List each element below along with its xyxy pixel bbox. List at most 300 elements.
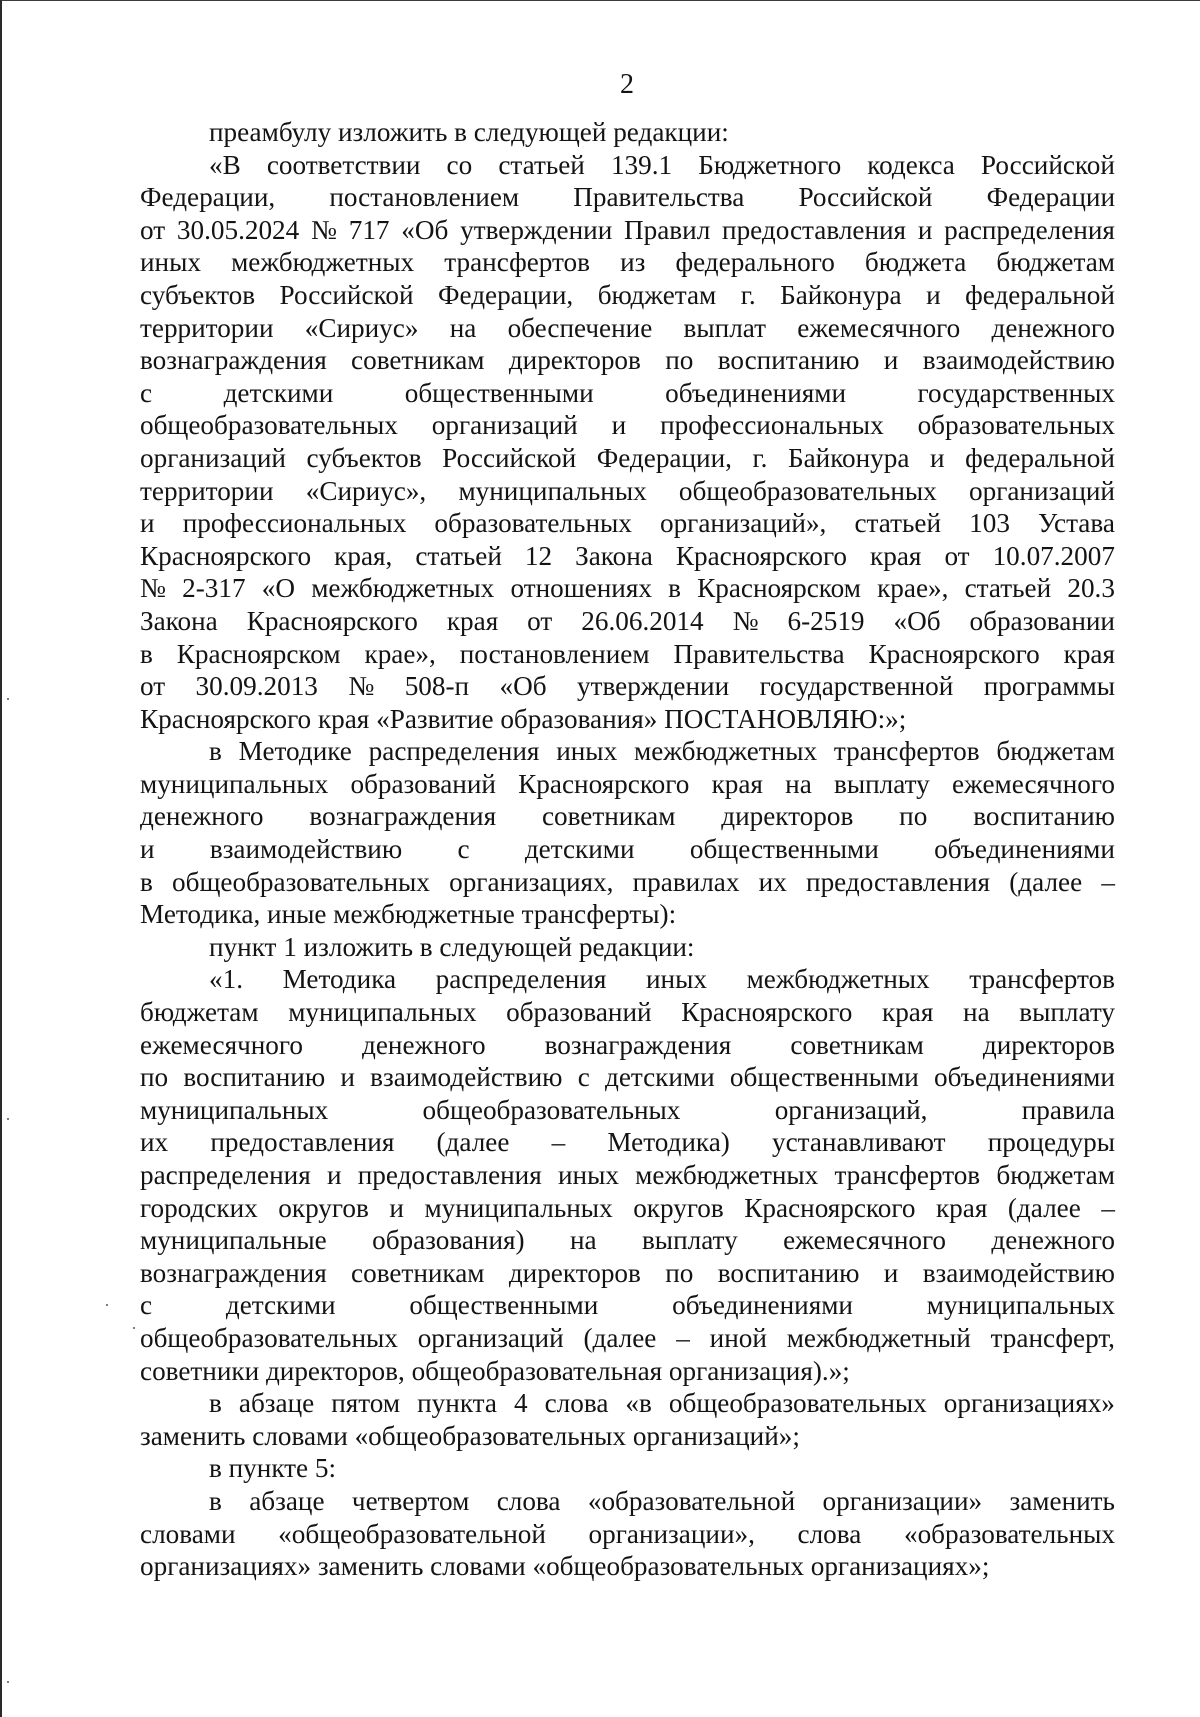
word: «1. (209, 964, 243, 995)
word: Методике (238, 736, 352, 767)
text-line: Красноярского края «Развитие образования» ПОСТАНОВЛЯЮ:»; (140, 703, 907, 734)
word: денежного (140, 801, 264, 832)
word: в (209, 1485, 222, 1516)
word: бюджетам (597, 279, 717, 310)
word: и (926, 279, 941, 310)
word: образований (506, 997, 652, 1028)
word: объединениями (672, 1290, 853, 1321)
text-line (140, 507, 1115, 540)
word: края (711, 768, 763, 799)
word: общественными (404, 377, 594, 408)
word: слова (544, 1388, 609, 1419)
word: выплат (683, 312, 767, 343)
word: ежемесячного (797, 312, 961, 343)
word: обеспечение (507, 312, 653, 343)
word: от (527, 605, 553, 636)
word: края (1063, 638, 1115, 669)
text-line: преамбулу изложить в следующей редакции: (209, 117, 729, 147)
word: (далее (436, 1127, 510, 1158)
word: 508-п (404, 671, 470, 702)
word: по (140, 1062, 169, 1093)
word: федеральной (965, 442, 1115, 473)
word: взаимодействию (922, 345, 1115, 376)
word: детскими (225, 1290, 336, 1321)
word: и (340, 1062, 355, 1093)
text-line (140, 1387, 1115, 1420)
word: ежемесячного (140, 1029, 303, 1060)
word: общеобразовательных (140, 410, 398, 441)
word: отношениях (510, 573, 652, 604)
word: от (140, 671, 166, 702)
word: муниципальных (926, 1290, 1115, 1321)
word: организации» (822, 1485, 983, 1516)
word: и (611, 410, 627, 441)
word: бюджетам (996, 736, 1115, 767)
text-line (140, 1485, 1115, 1518)
word: межбюджетных (635, 1160, 819, 1190)
scan-speck (133, 1327, 135, 1329)
word: федеральной (965, 279, 1115, 310)
word: выплату (834, 768, 930, 799)
word: крае», (364, 638, 436, 669)
word: детскими (604, 1062, 715, 1093)
word: вознаграждения (544, 1029, 732, 1060)
word: Правительства (573, 182, 745, 213)
text-line (140, 149, 1115, 182)
word: общественными (689, 834, 879, 865)
text-line (140, 214, 1115, 247)
word: образования) (372, 1225, 525, 1256)
word: директоров (508, 345, 641, 376)
text-line: организациях» заменить словами «общеобразовательных организациях»; (140, 1551, 990, 1582)
word: статьей (498, 149, 585, 180)
word: края, (334, 540, 393, 571)
word: иных (646, 964, 707, 995)
word: 20.3 (1067, 573, 1115, 604)
text-line (140, 1061, 1115, 1094)
word: из (620, 247, 646, 278)
word: 10.07.2007 (992, 540, 1115, 571)
word: программы (983, 671, 1115, 702)
text-line (140, 377, 1115, 410)
word: Красноярского (246, 605, 418, 636)
word: с (140, 1290, 153, 1321)
word: и (140, 834, 155, 865)
word: слова (797, 1518, 862, 1549)
word: утверждении (576, 671, 730, 702)
word: «в (625, 1388, 652, 1419)
word: советникам (351, 1257, 485, 1288)
word: вознаграждения (309, 801, 497, 832)
word: пятом (331, 1388, 401, 1419)
word: выплату (1019, 997, 1115, 1028)
word: кодекса (867, 149, 955, 180)
word: г. (740, 279, 756, 310)
word: советникам (351, 345, 485, 376)
word: – (676, 1322, 690, 1353)
word: государственных (917, 377, 1115, 408)
word: и (883, 1257, 899, 1288)
text-line (140, 833, 1115, 866)
word: предоставления (722, 214, 907, 245)
word: на (785, 768, 812, 799)
word: 30.05.2024 (176, 214, 300, 245)
word: словами (140, 1518, 236, 1549)
word: организаций (431, 410, 578, 441)
word: Правил (624, 214, 711, 245)
word: Красноярском (697, 573, 861, 604)
word: выплату (641, 1225, 738, 1256)
word: правилах (632, 866, 740, 897)
word: директоров (982, 1029, 1115, 1060)
word: от (944, 540, 970, 571)
word: по (899, 801, 928, 832)
word: абзаце (249, 1485, 325, 1516)
word: и (930, 442, 945, 473)
word: абзаце (238, 1388, 315, 1419)
text-line (140, 1518, 1115, 1551)
word: образований (350, 768, 496, 799)
word: советникам (790, 1029, 924, 1060)
word: пункта (417, 1388, 497, 1419)
text-line (140, 540, 1115, 573)
word: и (883, 345, 899, 376)
word: советникам (541, 801, 676, 832)
text-line (140, 572, 1115, 605)
word: с (457, 834, 470, 865)
word: Красноярском (176, 638, 341, 669)
word: по (665, 1257, 694, 1288)
word: общеобразовательных (172, 866, 430, 897)
word: в (140, 866, 153, 897)
word: трансфертов (969, 964, 1115, 995)
text-line (140, 1126, 1115, 1159)
word: общеобразовательных (668, 1388, 927, 1419)
word: организаций (417, 1322, 564, 1353)
word: постановлением (329, 182, 520, 213)
document-body (140, 116, 1115, 1583)
word: иных (556, 736, 618, 767)
scan-speck (106, 1304, 108, 1306)
word: «В (209, 149, 241, 180)
word: от (140, 214, 166, 245)
word: Красноярского (140, 540, 312, 571)
text-line (140, 312, 1115, 345)
word: Методика (282, 964, 397, 995)
word: Российской (279, 279, 414, 310)
word: Бюджетного (698, 149, 842, 180)
word: 139.1 (610, 149, 673, 180)
word: межбюджетных (311, 573, 495, 604)
scan-speck (7, 1118, 9, 1120)
word: «Сириус» (304, 312, 419, 343)
word: 2-317 (182, 573, 246, 604)
word: государственной (759, 671, 954, 702)
word: муниципальных (140, 1094, 329, 1125)
scan-speck (7, 698, 9, 700)
word: 4 (513, 1388, 528, 1419)
word: ежемесячного (783, 1225, 947, 1256)
word: бюджетам (996, 1160, 1115, 1190)
word: распределения (140, 1160, 311, 1190)
word: предоставления (357, 1160, 542, 1190)
word: № (348, 671, 375, 702)
word: муниципальных (288, 997, 477, 1028)
word: их (140, 1127, 169, 1158)
word: межбюджетных (746, 964, 930, 995)
word: края (935, 1192, 988, 1223)
word: организаций (140, 442, 286, 473)
word: Российской (442, 442, 577, 473)
word: детскими (223, 377, 334, 408)
word: Устава (1038, 508, 1115, 539)
text-line: заменить словами «общеобразовательных организаций»; (140, 1420, 800, 1451)
word: на (449, 312, 477, 343)
word: в (209, 736, 222, 767)
word: иных (557, 1160, 619, 1190)
word: «Об (401, 214, 449, 245)
text-line (140, 442, 1115, 475)
word: воспитанию (183, 1062, 326, 1093)
word: статьей (964, 573, 1052, 604)
text-line (140, 279, 1115, 312)
word: взаимодействию (209, 834, 403, 865)
word: Федерации, (438, 279, 574, 310)
word: Методика) (607, 1127, 730, 1158)
word: распределения (944, 214, 1115, 245)
word: Федерации (986, 182, 1115, 213)
word: 717 (348, 214, 390, 245)
text-line (140, 996, 1115, 1029)
word: межбюджетных (633, 736, 818, 767)
word: 6-2519 (787, 605, 865, 636)
text-line (140, 605, 1115, 638)
text-line: пункт 1 изложить в следующей редакции: (209, 931, 695, 962)
word: статьей (854, 508, 942, 539)
word: 30.09.2013 (195, 671, 318, 702)
word: иных (140, 247, 201, 278)
text-line: советники директоров, общеобразовательная организация).»; (140, 1355, 850, 1386)
word: на (963, 997, 990, 1028)
word: бюджетам (140, 997, 259, 1028)
page-number: 2 (620, 69, 634, 100)
word: постановлением (459, 638, 650, 669)
word: городских (140, 1192, 258, 1223)
text-line: Методика, иные межбюджетные трансферты): (140, 899, 677, 930)
word: края (870, 540, 922, 571)
text-line (140, 963, 1115, 996)
word: воспитанию (717, 1257, 860, 1288)
word: образовании (969, 605, 1115, 636)
word: в (140, 638, 153, 669)
word: директоров (721, 801, 854, 832)
word: «общеобразовательной (278, 1518, 546, 1549)
word: Красноярского (675, 540, 848, 571)
word: общественными (729, 1062, 919, 1093)
word: «образовательных (903, 1518, 1115, 1549)
text-line (140, 800, 1115, 833)
word: в (209, 1388, 222, 1419)
word: края (446, 605, 499, 636)
text-line (140, 409, 1115, 442)
word: «Об (893, 605, 941, 636)
word: Красноярского (681, 997, 853, 1028)
word: № (311, 214, 337, 245)
word: предоставления (210, 1127, 395, 1158)
word: распределения (435, 964, 607, 995)
word: трансфертов (834, 1160, 981, 1190)
word: образовательных (917, 410, 1115, 441)
word: Красноярского (868, 638, 1040, 669)
word: Байконура (780, 279, 902, 310)
word: распределения (368, 736, 540, 767)
word: статьей (415, 540, 502, 571)
word: Красноярского (744, 1192, 916, 1223)
word: организациях, (449, 866, 614, 897)
word: взаимодействию (370, 1062, 563, 1093)
word: вознаграждения (140, 345, 327, 376)
word: «Об (499, 671, 547, 702)
word: Российской (980, 149, 1115, 180)
word: «образовательной (587, 1485, 796, 1516)
word: взаимодействию (922, 1257, 1115, 1288)
word: в (668, 573, 681, 604)
word: (далее (583, 1322, 657, 1353)
word: бюджетам (996, 247, 1115, 278)
word: на (569, 1225, 597, 1256)
text-line: в пункте 5: (209, 1453, 337, 1484)
text-line (140, 1159, 1115, 1192)
word: – (1101, 1192, 1115, 1223)
word: Красноярского (518, 768, 690, 799)
word: г. (752, 442, 768, 473)
word: процедуры (987, 1127, 1115, 1158)
word: территории (140, 475, 274, 506)
word: 26.06.2014 (581, 605, 704, 636)
word: воспитанию (973, 801, 1115, 832)
text-line (140, 638, 1115, 671)
word: Закона (140, 605, 218, 636)
word: организаций, (774, 1094, 928, 1125)
word: субъектов (140, 279, 256, 310)
text-line (140, 670, 1115, 703)
word: детскими (524, 834, 635, 865)
word: четвертом (351, 1485, 470, 1516)
word: общеобразовательных (422, 1094, 681, 1125)
word: с (577, 1062, 590, 1093)
text-line (140, 1322, 1115, 1355)
word: «О (261, 573, 295, 604)
word: (далее (1007, 1192, 1081, 1223)
text-line (140, 246, 1115, 279)
word: организациях» (943, 1388, 1115, 1419)
word: с (140, 377, 153, 408)
word: Закона (575, 540, 653, 571)
word: края (882, 997, 934, 1028)
word: муниципальные (140, 1225, 327, 1256)
word: устанавливают (771, 1127, 946, 1158)
word: ежемесячного (951, 768, 1115, 799)
word: образовательных (434, 508, 632, 539)
word: общественными (409, 1290, 599, 1321)
word: Байконура (787, 442, 910, 473)
word: межбюджетных (231, 247, 415, 278)
text-line (140, 735, 1115, 768)
word: округов (633, 1192, 724, 1223)
word: муниципальных (140, 768, 329, 799)
word: объединениями (934, 1062, 1115, 1093)
word: Федерации, (140, 182, 276, 213)
text-line (140, 1224, 1115, 1257)
text-line (140, 1289, 1115, 1322)
word: крае», (877, 573, 949, 604)
text-line (140, 344, 1115, 377)
word: муниципальных (458, 475, 647, 506)
text-line (140, 1029, 1115, 1062)
word: организаций (969, 475, 1115, 506)
word: объединениями (665, 377, 847, 408)
word: – (1101, 866, 1115, 897)
word: «Сириус», (305, 475, 427, 506)
word: трансферт, (990, 1322, 1115, 1353)
word: заменить (1009, 1485, 1115, 1516)
word: воспитанию (717, 345, 860, 376)
text-line (140, 1257, 1115, 1290)
word: Правительства (673, 638, 845, 669)
word: округов (278, 1192, 369, 1223)
word: денежного (991, 312, 1115, 343)
word: субъектов (306, 442, 422, 473)
word: федерального (675, 247, 835, 278)
word: иной (709, 1322, 767, 1353)
word: слова (496, 1485, 561, 1516)
word: организации», (588, 1518, 755, 1549)
word: межбюджетный (786, 1322, 971, 1353)
word: трансфертов (833, 736, 980, 767)
text-line (140, 1192, 1115, 1225)
word: денежного (362, 1029, 486, 1060)
word: вознаграждения (140, 1257, 327, 1288)
text-line (140, 181, 1115, 214)
word: со (446, 149, 473, 180)
text-line (140, 475, 1115, 508)
word: организаций», (659, 508, 827, 539)
word: и (389, 1192, 404, 1223)
word: профессиональных (182, 508, 407, 539)
scan-speck (7, 1681, 9, 1683)
word: директоров (508, 1257, 641, 1288)
word: (далее (1009, 866, 1083, 897)
word: Российской (798, 182, 933, 213)
word: № (732, 605, 759, 636)
word: по (665, 345, 694, 376)
word: денежного (991, 1225, 1115, 1256)
text-line (140, 1094, 1115, 1127)
word: общеобразовательных (140, 1322, 398, 1353)
text-line (140, 866, 1115, 899)
word: 103 (969, 508, 1010, 539)
word: правила (1021, 1094, 1115, 1125)
word: соответствии (266, 149, 421, 180)
word: и (140, 508, 155, 539)
word: предоставления (806, 866, 991, 897)
word: 12 (524, 540, 553, 571)
word: территории (140, 312, 274, 343)
word: Федерации, (596, 442, 732, 473)
word: объединениями (934, 834, 1115, 865)
word: № (140, 573, 166, 604)
word: утверждении (460, 214, 613, 245)
